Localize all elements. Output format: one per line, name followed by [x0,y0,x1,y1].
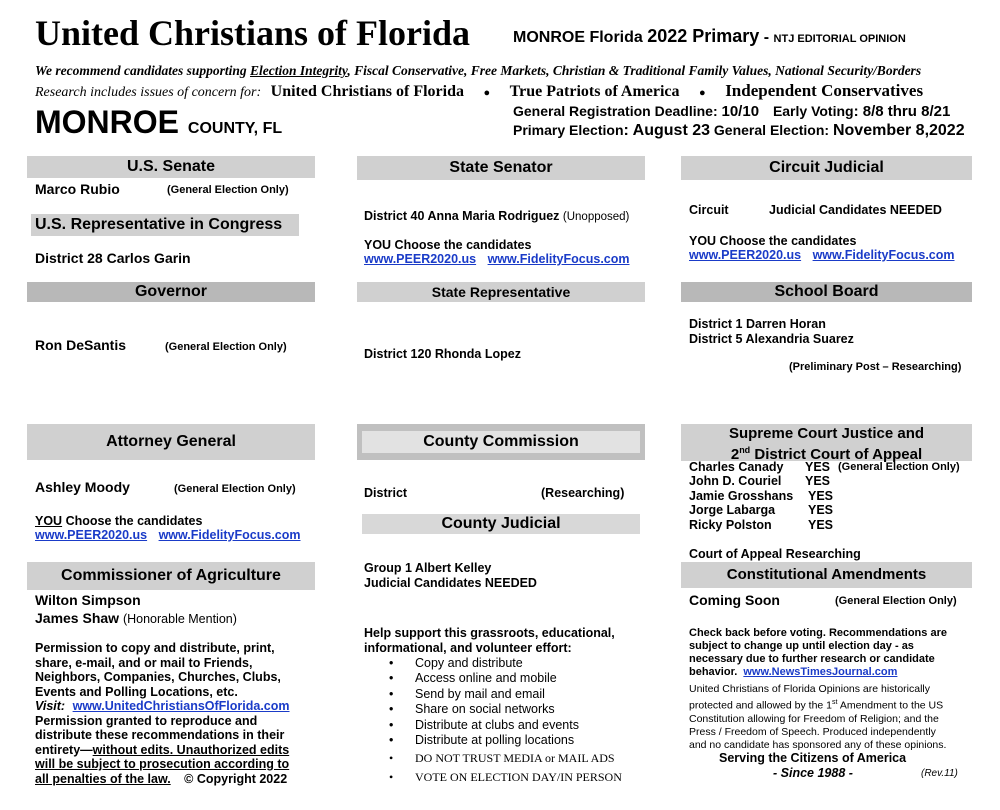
agri-name-2: James Shaw [35,610,120,626]
justice-name: Ricky Polston [689,518,772,532]
support-item: • Share on social networks [415,702,555,716]
county-big-name: MONROE [35,104,179,140]
perm-line-4: Events and Polling Locations, etc. [35,684,238,699]
serving-line: Serving the Citizens of America [719,751,907,765]
amend-header: Constitutional Amendments [681,562,972,588]
support-item: • VOTE ON ELECTION DAY/IN PERSON [415,770,622,785]
supreme-header-2b: District Court of Appeal [750,446,923,463]
county-big [35,104,282,141]
perm-line-8 [35,743,290,758]
recommend-prefix: We recommend candidates supporting [35,63,251,78]
hist-line-2sup: st [832,699,838,706]
hist-line-2b: Amendment to the US [837,699,944,712]
fidelityfocus-link[interactable]: www.FidelityFocus.com [812,248,955,262]
state-senator-line [364,209,629,223]
support-item: • Send by mail and email [415,687,545,701]
school-line-2: District 5 Alexandria Suarez [689,332,854,346]
research-org-2: True Patriots of America [509,83,680,100]
general-label: General Election: [710,122,833,138]
justice-vote: YES [805,460,831,474]
amend-note: (General Election Only) [835,595,957,607]
supreme-header [681,424,972,461]
agri-header: Commissioner of Agriculture [27,562,315,590]
revision-label: (Rev.11) [921,768,958,779]
hist-line-3: Constitution allowing for Freedom of Religion; and the [689,712,939,725]
senate-name: Marco Rubio [35,181,120,197]
reg-value: 10/10 [721,103,760,120]
support-line-2: informational, and volunteer effort: [364,641,572,655]
state-senator-links [364,252,630,266]
justice-vote: YES [805,474,831,488]
rep-name: District 28 Carlos Garin [35,250,191,266]
perm-line-3: Neighbors, Companies, Churches, Clubs, [35,670,281,684]
circuit-note: Judicial Candidates NEEDED [769,203,942,217]
state-senator-name: District 40 Anna Maria Rodriguez [364,209,560,223]
perm-line-1: Permission to copy and distribute, print, [35,641,275,655]
agri-line-2 [35,610,237,626]
agri-note-2: (Honorable Mention) [122,612,237,626]
supreme-header-2a: 2 [730,446,740,463]
state-senator-choose: YOU Choose the candidates [364,238,532,252]
perm-line-10 [35,772,290,787]
support-item: • Distribute at clubs and events [415,718,579,732]
ag-choose-text: Choose the candidates [62,514,203,528]
ag-you: YOU [35,514,63,528]
perm-line-2: share, e-mail, and or mail to Friends, [35,655,253,670]
supreme-header-2sup: nd [739,445,751,455]
early-label: Early Voting [772,103,854,119]
judicial-header: County Judicial [362,514,640,534]
check-block [689,627,947,679]
bullet-icon: ● [483,87,491,99]
peer2020-link[interactable]: www.PEER2020.us [35,528,148,542]
judicial-block [364,561,537,591]
senate-header: U.S. Senate [27,156,315,178]
since-line: - Since 1988 - [773,766,853,780]
hist-line-4: Press / Freedom of Speech. Produced independently [689,725,936,738]
rep-header: U.S. Representative in Congress [31,214,299,236]
perm-line-9: will be subject to prosecution according to [35,757,290,771]
org-title: United Christians of Florida [35,13,471,53]
bullet-icon: ● [699,87,706,99]
peer2020-link[interactable]: www.PEER2020.us [689,248,802,262]
perm-line-6: Permission granted to reproduce and [35,713,258,728]
senate-note: (General Election Only) [167,184,289,196]
check-line-3: necessary due to further research or candidate [689,653,935,665]
general-value: November 8,2022 [832,122,965,139]
permission-block [35,641,290,786]
perm-line-8a: entirety— [35,742,93,757]
school-line-1: District 1 Darren Horan [689,317,826,331]
history-block [689,683,946,752]
recommend-rest: , Fiscal Conservative, Free Markets, Christian & Traditional Family Values, National Security/Borders [347,63,922,78]
support-block [364,626,615,656]
visit-label: Visit: [35,699,66,713]
commission-header: County Commission [362,431,640,453]
supreme-header-1: Supreme Court Justice and [728,425,925,442]
justice-name: Charles Canady [689,460,784,474]
governor-note: (General Election Only) [165,341,287,353]
check-line-1: Check back before voting. Recommendations are [689,627,947,639]
research-org-3: Independent Conservatives [725,81,924,100]
commission-header-frame [357,424,645,460]
recommend-line [35,63,921,79]
commission-district: District [364,486,408,500]
election-title [513,26,906,47]
support-item: • Copy and distribute [415,656,523,670]
hist-line-2a: protected and allowed by the 1 [689,699,833,712]
perm-line-7: distribute these recommendations in their [35,728,285,742]
judicial-line-2: Judicial Candidates NEEDED [364,576,537,590]
year-primary: 2022 Primary [647,26,760,46]
title-dash: - [759,29,774,46]
reg-label: General Registration Deadline: [513,103,722,119]
justice-vote: YES [808,518,834,532]
research-org-1: United Christians of Florida [270,83,464,100]
fidelityfocus-link[interactable]: www.FidelityFocus.com [487,252,630,266]
circuit-choose: YOU Choose the candidates [689,234,857,248]
circuit-label: Circuit [689,203,729,217]
judicial-line-1: Group 1 Albert Kelley [364,561,492,575]
ag-header: Attorney General [27,424,315,460]
school-block [689,317,854,347]
primary-value: : August 23 [623,122,711,139]
research-line [35,81,923,101]
support-line-1: Help support this grassroots, educational, [364,626,615,640]
ag-name: Ashley Moody [35,479,130,495]
ag-links [35,528,301,542]
state-rep-header: State Representative [357,282,645,302]
fidelityfocus-link[interactable]: www.FidelityFocus.com [158,528,301,542]
opinion-label: NTJ EDITORIAL OPINION [773,33,906,45]
hist-line-5: and no candidate has sponsored any of these opinions. [689,738,947,751]
hist-line-2 [689,696,946,713]
check-line-4 [689,666,947,679]
circuit-links [689,248,955,262]
justice-note: (General Election Only) [838,461,960,473]
ag-choose [35,514,202,528]
support-item: • Access online and mobile [415,671,557,685]
circuit-header: Circuit Judicial [681,156,972,180]
justice-vote: YES [808,489,834,503]
newstimesjournal-link[interactable]: www.NewsTimesJournal.com [743,666,898,678]
ag-note: (General Election Only) [174,483,296,495]
peer2020-link[interactable]: www.PEER2020.us [364,252,477,266]
support-item: • Distribute at polling locations [415,733,574,747]
justice-name: Jorge Labarga [689,503,776,517]
ucf-website-link[interactable]: www.UnitedChristiansOfFlorida.com [72,699,290,713]
elections-line [513,122,965,140]
perm-line-10-text: all penalties of the law. [35,771,171,786]
support-item: • DO NOT TRUST MEDIA or MAIL ADS [415,751,615,766]
visit-line [35,699,290,714]
county-label: MONROE Florida [513,29,643,46]
justice-name: John D. Couriel [689,474,782,488]
school-header: School Board [681,282,972,302]
recommend-underlined: Election Integrity [250,63,348,78]
primary-label: Primary Election [513,122,624,138]
check-line-4-text: behavior. [689,666,738,678]
check-line-2: subject to change up until election day - as [689,640,914,652]
perm-line-8b: without edits. Unauthorized edits [92,742,290,757]
school-note: (Preliminary Post – Researching) [789,361,962,373]
deadlines-line [513,103,950,120]
state-rep-name: District 120 Rhonda Lopez [364,347,521,361]
governor-name: Ron DeSantis [35,337,127,353]
governor-header: Governor [27,282,315,302]
appeal-line: Court of Appeal Researching [689,547,861,561]
research-label: Research includes issues of concern for: [35,85,262,100]
copyright: © Copyright 2022 [184,771,288,786]
early-value: : 8/8 thru 8/21 [853,103,951,120]
amend-name: Coming Soon [689,592,780,608]
hist-line-1: United Christians of Florida Opinions are historically [689,683,931,695]
justice-name: Jamie Grosshans [689,489,794,503]
county-small: COUNTY, FL [187,120,283,137]
agri-name-1: Wilton Simpson [35,592,141,608]
justice-vote: YES [808,503,834,517]
state-senator-note: (Unopposed) [562,211,630,223]
state-senator-header: State Senator [357,156,645,180]
commission-note: (Researching) [541,486,625,500]
